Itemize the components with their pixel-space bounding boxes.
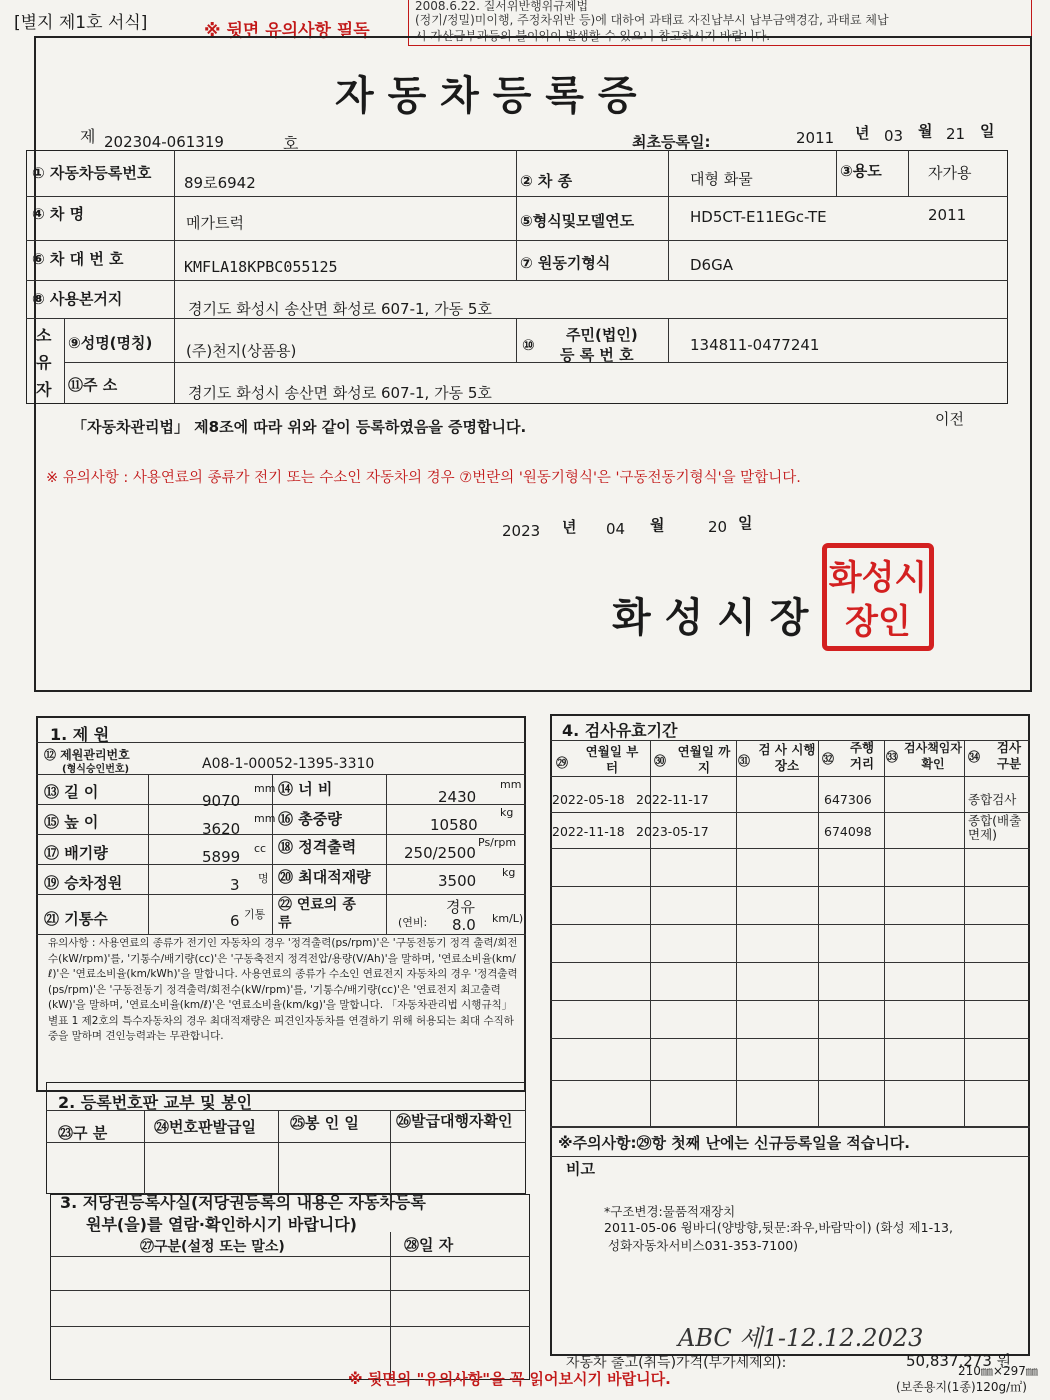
form-label: [별지 제1호 서식] (14, 13, 148, 33)
owner-address-label: ⑪주 소 (68, 376, 118, 394)
insp-header-from: 연월일 부 터 (585, 744, 639, 775)
fuel-caution: ※ 유의사항 : 사용연료의 종류가 전기 또는 수소인 자동차의 경우 ⑦번란의 '원동기형식'은 '구동전동기형식'을 말합니다. (46, 470, 801, 486)
weight-unit: kg (500, 806, 514, 819)
day-char: 일 (980, 122, 995, 140)
owner-id-label-1: 주민(법인) (566, 326, 638, 344)
length-label: ⑬ 길 이 (44, 783, 99, 801)
insp-row1-kind: 종합검사 (968, 792, 1017, 807)
transfer-note: 이전 (935, 410, 964, 428)
displacement-label: ⑰ 배기량 (44, 844, 108, 862)
insp-header-kind: 검사 구분 (996, 740, 1022, 771)
issue-day: 20 (708, 518, 728, 536)
insp-row2-from: 2022-11-18 (552, 824, 625, 839)
lien-title-2: 원부(을)를 열람·확인하시기 바랍니다) (86, 1215, 357, 1234)
lien-header-date: ㉘일 자 (404, 1236, 454, 1254)
length-value: 9070 (202, 792, 241, 810)
certification-statement: 「자동차관리법」 제8조에 따라 위와 같이 등록하였음을 증명합니다. (72, 418, 527, 436)
issue-day-char: 일 (738, 514, 753, 532)
fuel-efficiency-value: 8.0 (452, 916, 476, 934)
vehicle-name-label: ④ 차 명 (32, 205, 85, 223)
mgmt-no-label-2: (형식승인번호) (62, 764, 130, 775)
insp-row1-from: 2022-05-18 (552, 792, 625, 807)
plate-header-agent: ㉖발급대행자확인 (396, 1112, 513, 1130)
inspection-caution: ※주의사항:㉙항 첫째 난에는 신규등록일을 적습니다. (558, 1134, 910, 1152)
insp-h-mileage-num: ㉜ (822, 752, 835, 766)
footer-notice: ※ 뒷면의 "유의사항"을 꼭 읽어보시기 바랍니다. (348, 1370, 671, 1388)
remarks-label: 비고 (566, 1160, 595, 1178)
max-load-label: ⑳ 최대적재량 (278, 868, 371, 886)
vehicle-type-value: 대형 화물 (690, 170, 753, 188)
width-unit: mm (500, 778, 522, 791)
length-unit: mm (254, 782, 276, 795)
issue-year: 2023 (502, 522, 541, 540)
model-value: HD5CT-E11EGc-TE (690, 208, 827, 226)
insp-header-to: 연월일 까 지 (677, 744, 731, 775)
insp-header-confirm: 검사책임자 확인 (904, 741, 962, 771)
insp-h-to-num: ㉚ (654, 754, 667, 768)
first-registration-label: 최초등록일: (632, 133, 711, 151)
vin-label: ⑥ 차 대 번 호 (32, 250, 124, 268)
seal-text: 화성시장인 (828, 558, 928, 642)
insp-h-kind-num: ㉞ (968, 750, 981, 764)
plate-title: 2. 등록번호판 교부 및 봉인 (58, 1093, 253, 1112)
plate-header-issue-date: ㉔번호판발급일 (154, 1118, 256, 1136)
model-label: ⑤형식및모델연도 (520, 212, 635, 230)
cylinders-unit: 기통 (244, 908, 266, 921)
owner-id-number: ⑩ (522, 336, 535, 354)
cylinders-label: ㉑ 기통수 (44, 910, 108, 928)
specs-title: 1. 제 원 (50, 725, 110, 744)
capacity-unit: 명 (258, 872, 269, 885)
remarks-line2: 2011-05-06 윙바디(양방향,뒷문:좌우,바람막이) (화성 제1-13, (604, 1220, 953, 1235)
owner-id-value: 134811-0477241 (690, 336, 820, 354)
insp-row2-mileage: 674098 (824, 824, 872, 839)
reg-no-value: 89로6942 (184, 174, 256, 192)
weight-value: 10580 (430, 816, 478, 834)
base-location-value: 경기도 화성시 송산면 화성로 607-1, 가동 5호 (188, 300, 492, 318)
cert-no-prefix: 제 (80, 127, 96, 146)
insp-row2-kind: 종합(배출면제) (968, 813, 1022, 842)
owner-name-label: ⑨성명(명칭) (68, 334, 153, 352)
insp-h-place-num: ㉛ (738, 754, 751, 768)
capacity-label: ⑲ 승차정원 (44, 874, 123, 892)
insp-row1-to: 2022-11-17 (636, 792, 709, 807)
capacity-value: 3 (230, 876, 240, 894)
height-value: 3620 (202, 820, 241, 838)
width-value: 2430 (438, 788, 477, 806)
displacement-value: 5899 (202, 848, 241, 866)
insp-h-from-num: ㉙ (556, 756, 569, 770)
fuel-label: ㉒ 연료의 종류 (278, 897, 356, 931)
max-load-value: 3500 (438, 872, 477, 890)
vin-value: KMFLA18KPBC055125 (184, 258, 338, 276)
inspection-title: 4. 검사유효기간 (562, 721, 678, 740)
plate-header-kind: ㉓구 분 (58, 1124, 108, 1142)
owner-group-label: 소 유 자 (36, 326, 52, 399)
width-label: ⑭ 너 비 (278, 780, 333, 798)
vehicle-name-value: 메가트럭 (186, 214, 244, 232)
paper-size: 210㎜×297㎜ (958, 1364, 1038, 1378)
lien-title-1: 3. 저당권등록사실(저당권등록의 내용은 자동차등록 (60, 1193, 426, 1212)
official-seal (822, 543, 934, 651)
mgmt-no-label-1: ⑫ 제원관리번호 (44, 748, 130, 762)
top-note-line3: 시 가산금부과등의 불이익이 발생할 수 있으니 참고하시기 바랍니다. (415, 29, 771, 43)
issuer-name: 화 성 시 장 (612, 594, 809, 641)
use-value: 자가용 (928, 164, 972, 182)
price-label: 자동차 출고(취득)가격(부가세제외): (566, 1355, 787, 1371)
inspection-frame (550, 714, 1030, 1356)
remarks-line3: 성화자동차서비스031-353-7100) (608, 1238, 799, 1253)
issue-month-char: 월 (650, 516, 665, 534)
lien-header-kind: ㉗구분(설정 또는 말소) (140, 1239, 285, 1255)
insp-h-confirm-num: ㉝ (886, 750, 899, 764)
first-registration-year: 2011 (796, 129, 835, 147)
price-value: 50,837,273 원 (906, 1352, 1012, 1370)
handwritten-note: ABC 세1-12.12.2023 (678, 1324, 924, 1352)
displacement-unit: cc (254, 842, 267, 855)
month-char: 월 (918, 122, 933, 140)
engine-label: ⑦ 원동기형식 (520, 254, 611, 272)
remarks-line1: *구조변경:물품적재장치 (604, 1204, 736, 1219)
height-unit: mm (254, 812, 276, 825)
mgmt-no-value: A08-1-00052-1395-3310 (202, 756, 375, 772)
weight-label: ⑯ 총중량 (278, 810, 342, 828)
cert-number: 202304-061319 (104, 133, 224, 151)
year-char: 년 (855, 124, 870, 142)
back-notice: ※ 뒷면 유의사항 필독 (204, 21, 370, 41)
insp-row1-mileage: 647306 (824, 792, 872, 807)
fuel-value: 경유 (446, 898, 475, 916)
insp-row2-to: 2023-05-17 (636, 824, 709, 839)
engine-value: D6GA (690, 256, 733, 274)
model-year-value: 2011 (928, 206, 967, 224)
issue-month: 04 (606, 520, 626, 538)
owner-address-value: 경기도 화성시 송산면 화성로 607-1, 가동 5호 (188, 384, 492, 402)
top-note-line1: 2008.6.22. 질서위반행위규제법 (415, 0, 589, 13)
issue-year-char: 년 (562, 518, 577, 536)
cert-no-suffix: 호 (283, 134, 299, 153)
insp-header-place: 검 사 시행장소 (758, 742, 816, 773)
power-label: ⑱ 정격출력 (278, 838, 357, 856)
specs-note: 유의사항 : 사용연료의 종류가 전기인 자동차의 경우 '정격출력(ps/rpm)'은 '구동전동기 정격 출력/회전수(kW/rpm)'를, '기통수/배기량(cc)'은 '구동축전지 정격전압/용량(V/Ah)'을 말하며, '연료소비율(km/ℓ)'은 '연료소비율(km/kWh)'을 말합니다. 사용연료의 종류가 수소인 연료전지 자동차의 경우 '정격출력(ps/rpm)'은 '구동전동기 정격출력/회전수(kW/rpm)'를, '기통수/배기량(cc)'은 '연료전지 최고출력(kW)'을 말하며, '연료소비율(km/ℓ)'은 '연료소비율(km/kg)'을 말합니다. 「자동차관리법 시행규칙」 별표 1 제2호의 특수자동차의 경우 최대적재량은 피견인자동차를 연결하기 위해 허용되는 최대 수직하중을 말하며 견인능력과는 무관합니다. (48, 937, 518, 1042)
height-label: ⑮ 높 이 (44, 813, 99, 831)
owner-name-value: (주)천지(상품용) (186, 342, 297, 360)
use-label: ③용도 (840, 162, 882, 180)
first-registration-month: 03 (884, 127, 904, 145)
top-note-line2: (정기/정밀)미이행, 주정차위반 등)에 대하여 과태료 자진납부시 납부금액경감, 과태료 체납 (415, 13, 889, 27)
plate-header-seal-date: ㉕봉 인 일 (290, 1114, 359, 1132)
first-registration-day: 21 (946, 125, 966, 143)
insp-header-mileage: 주행 거리 (849, 740, 875, 771)
page-title: 자 동 차 등 록 증 (335, 72, 637, 119)
paper-type: (보존용지(1종)120g/㎡) (896, 1380, 1027, 1394)
cylinders-value: 6 (230, 912, 240, 930)
reg-no-label: ① 자동차등록번호 (32, 164, 152, 182)
power-unit: Ps/rpm (478, 836, 517, 849)
power-value: 250/2500 (404, 844, 476, 862)
owner-id-label-2: 등 록 번 호 (560, 346, 634, 364)
vehicle-type-label: ② 차 종 (520, 172, 573, 190)
fuel-efficiency-label: (연비: (398, 916, 428, 929)
fuel-efficiency-unit: km/L) (492, 912, 524, 925)
base-location-label: ⑧ 사용본거지 (32, 290, 123, 308)
max-load-unit: kg (502, 866, 516, 879)
